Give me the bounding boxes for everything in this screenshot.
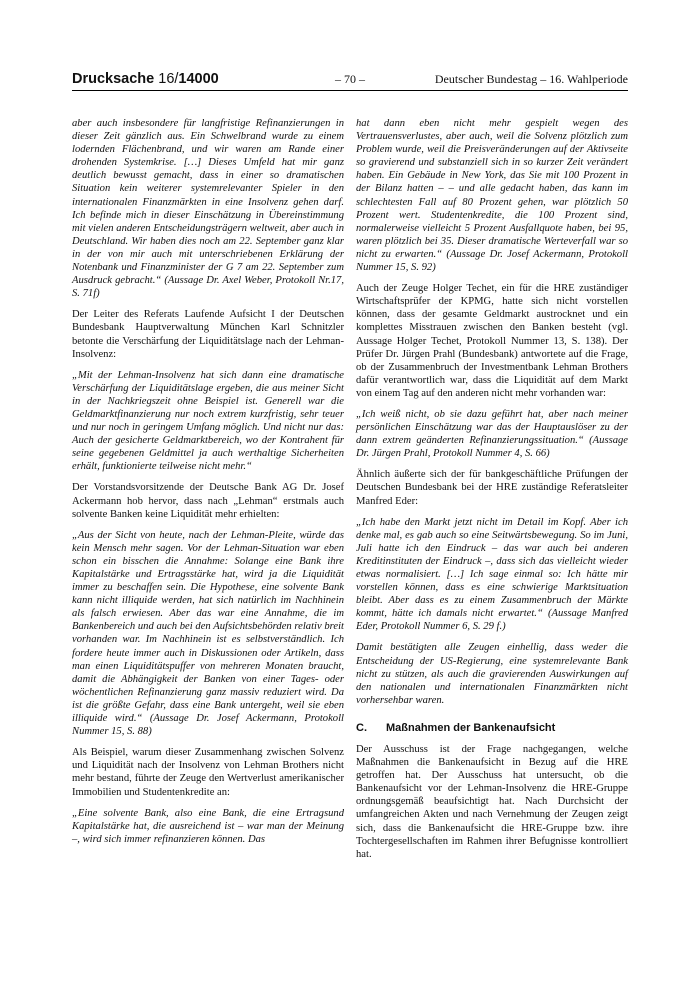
body-paragraph: Als Beispiel, warum dieser Zusammenhang zwischen Solvenz und Liquidität nach der Insolvenz von Lehman Brothers nicht mehr bestand, führte der Zeuge den Wertverlust amerikanischer Immobilien und Studentenkredite an: [72, 747, 344, 798]
quote-paragraph: „Ich habe den Markt jetzt nicht im Detail im Kopf. Aber ich denke mal, es gab auch so eine Seitwärtsbewegung. So im Juni, Juli hatte ich den Eindruck – das war auch bei anderen Kreditinstituten der Eindruck –, dass sich das vielleicht wieder etwas normalisiert. […] Ich sage einmal so: Ich hätte mir vorstellen können, dass es eine schwierige Marktsituation bleibt. Aber dass es zu einem Zusammenbruch der Märkte kommt, hätte ich damals nicht erwartet.“ (Aussage Manfred Eder, Protokoll Nummer 6, S. 29 f.) [356, 516, 628, 633]
body-paragraph: Ähnlich äußerte sich der für bankgeschäftliche Prüfungen der Deutschen Bundesbank bei der HRE zuständige Referatsleiter Manfred Eder: [356, 469, 628, 507]
quote-paragraph: Damit bestätigten alle Zeugen einhellig, dass weder die Entscheidung der US-Regierung, eine systemrelevante Bank nicht zu stützen, als auch die gravierenden Auswirkungen auf den nationalen und internationalen Finanzmärkten nicht vorhersehbar waren. [356, 642, 628, 706]
quote-paragraph: hat dann eben nicht mehr gespielt wegen des Vertrauensverlustes, aber auch, weil die Solvenz plötzlich zum Problem wurde, weil die Preisveränderungen auf der Aktivseite so gravierend und substanziell sich in so kurzer Zeit verändert haben. Ein Gebäude in New York, das Sie mit 100 Prozent in der Bilanz hatten – – und alle gedacht haben, das kann im schlechtesten Fall auf 80 Prozent gehen, war plötzlich 50 Prozent wert. Studentenkredite, die 100 Prozent sind, normalerweise vielleicht 5 Prozent Ausfallquote haben, bei 95, waren plötzlich bei 35. Dieser dramatische Werteverfall war so nicht zu erwarten.“ (Aussage Dr. Josef Ackermann, Protokoll Nummer 15, S. 92) [356, 118, 628, 274]
quote-paragraph: „Eine solvente Bank, also eine Bank, die eine Ertragsund Kapitalstärke hat, die ausreichend ist – war man der Meinung –, wird sich immer refinanzieren können. Das [72, 807, 344, 845]
right-column [356, 117, 628, 869]
section-number: C. [356, 721, 367, 734]
body-paragraph: Auch der Zeuge Holger Techet, ein für die HRE zuständiger Wirtschaftsprüfer der KPMG, hatte sich nicht vorstellen können, dass der gesamte Geldmarkt austrocknet und ein komplettes Misstrauen zwischen den Banken besteht (vgl. Aussage Holger Techet, Protokoll Nummer 13, S. 138). Der Prüfer Dr. Jürgen Prahl (Bundesbank) antwortete auf die Frage, ob der Zusammenbruch der Investmentbank Lehman Brothers dafür verantwortlich war, dass die Liquidität auf dem Markt von einem Tag auf den anderen nicht mehr vorhanden war: [356, 283, 628, 399]
doc-number-part: 16/ [158, 71, 179, 87]
section-heading [356, 721, 628, 735]
quote-paragraph: aber auch insbesondere für langfristige Refinanzierungen in dieser Zeit gänzlich aus. Ein Schwelbrand wurde zu einem lodernden Flächenbrand, und wir waren am Rande einer drohenden Systemkrise. […] Dieses Umfeld hat mir ganz deutlich bewusst gemacht, dass in einer so dramatischen Situation kein weiterer systemrelevanter Spieler in den internationalen Finanzmärkten in eine Insolvenz gehen darf. Ich befinde mich in dieser Einschätzung in Übereinstimmung mit vielen anderen Entscheidungsträgern weltweit, aber auch in Deutschland. Wir haben dies noch am 22. September ganz klar in der von mir auch mit unterschriebenen Erklärung der Notenbank und Finanzminister der G 7 am 22. September zum Ausdruck gebracht.“ (Aussage Dr. Axel Weber, Protokoll Nr.17, S. 71f) [72, 118, 344, 300]
body-paragraph: Der Leiter des Referats Laufende Aufsicht I der Deutschen Bundesbank Hauptverwaltung München Karl Schnitzler betonte die Verschärfung der Liquiditätslage nach der Lehman-Insolvenz: [72, 309, 344, 360]
quote-paragraph: „Aus der Sicht von heute, nach der Lehman-Pleite, würde das kein Mensch mehr sagen. Vor der Lehman-Situation war eben schon ein bisschen die Annahme: Solange eine Bank ihre Kapitalstärke und Ertragsstärke hat, wird ja die Liquidität immer zu beschaffen sein. Die Hypothese, eine solvente Bank kann nicht illiquide werden, hat sich natürlich im Nachhinein als falsch erwiesen. Aber das war eine Annahme, die im Bankenbereich und auch bei den Aufsichtsbehörden relativ breit vorhanden war. Im Nachhinein ist es selbstverständlich. Ich fordere heute immer auch in Diskussionen oder Artikeln, dass man einen Liquiditätspuffer von mehreren Monaten braucht, damit die Abhängigkeit der Banken von einer Tages- oder wöchentlichen Refinanzierung ganz massiv reduziert wird. Da ist die größte Gefahr, dass eine Bank untergeht, weil sie eben illiquide wird.“ (Aussage Dr. Josef Ackermann, Protokoll Nummer 15, S. 88) [72, 529, 344, 738]
quote-paragraph: „Mit der Lehman-Insolvenz hat sich dann eine dramatische Verschärfung der Liquiditätslage ergeben, die aus meiner Sicht in der Nachkriegszeit ohne Beispiel ist. Generell war die Geldmarktfinanzierung nur noch extrem kurzfristig, sehr teuer und nur noch in geringem Umfang möglich. Und nicht nur das: Auch der gesicherte Geldmarktbereich, wo der Kontrahent für seine gegebenen Geldmittel ja auch werthaltige Sicherheiten erhält, funktionierte teilweise nicht mehr.“ [72, 369, 344, 473]
publisher-label: Deutscher Bundestag – 16. Wahlperiode [434, 72, 628, 86]
page-header [72, 70, 628, 91]
left-column [72, 117, 344, 854]
doc-prefix: Drucksache [72, 71, 159, 87]
section-title: Maßnahmen der Bankenaufsicht [386, 721, 556, 734]
body-paragraph: Der Ausschuss ist der Frage nachgegangen, welche Maßnahmen die Bankenaufsicht in Bezug auf die HRE getroffen hat. Der Ausschuss hat untersucht, ob die Bankenaufsicht vor der Lehman-Insolvenz die HRE-Gruppe ordnungsgemäß beaufsichtigt hat. Nach Durchsicht der umfangreichen Akten und nach Vernehmung der Zeugen zeigt sich, dass die Bankenaufsicht die HRE-Gruppe bzw. ihre Tochtergesellschaften im Rahmen ihrer Befugnisse kontrolliert hat. [356, 743, 628, 860]
doc-number-part: 14000 [178, 71, 219, 87]
body-paragraph: Der Vorstandsvorsitzende der Deutsche Bank AG Dr. Josef Ackermann hob hervor, dass nach „Lehman“ erstmals auch solvente Banken keine Liquidität mehr erhielten: [72, 482, 344, 520]
page-number: – 70 – [335, 72, 365, 86]
quote-paragraph: „Ich weiß nicht, ob sie dazu geführt hat, aber nach meiner persönlichen Einschätzung war das der Hauptauslöser zu der dann extrem geänderten Refinanzierungssituation.“ (Aussage Dr. Jürgen Prahl, Protokoll Nummer 4, S. 66) [356, 408, 628, 460]
